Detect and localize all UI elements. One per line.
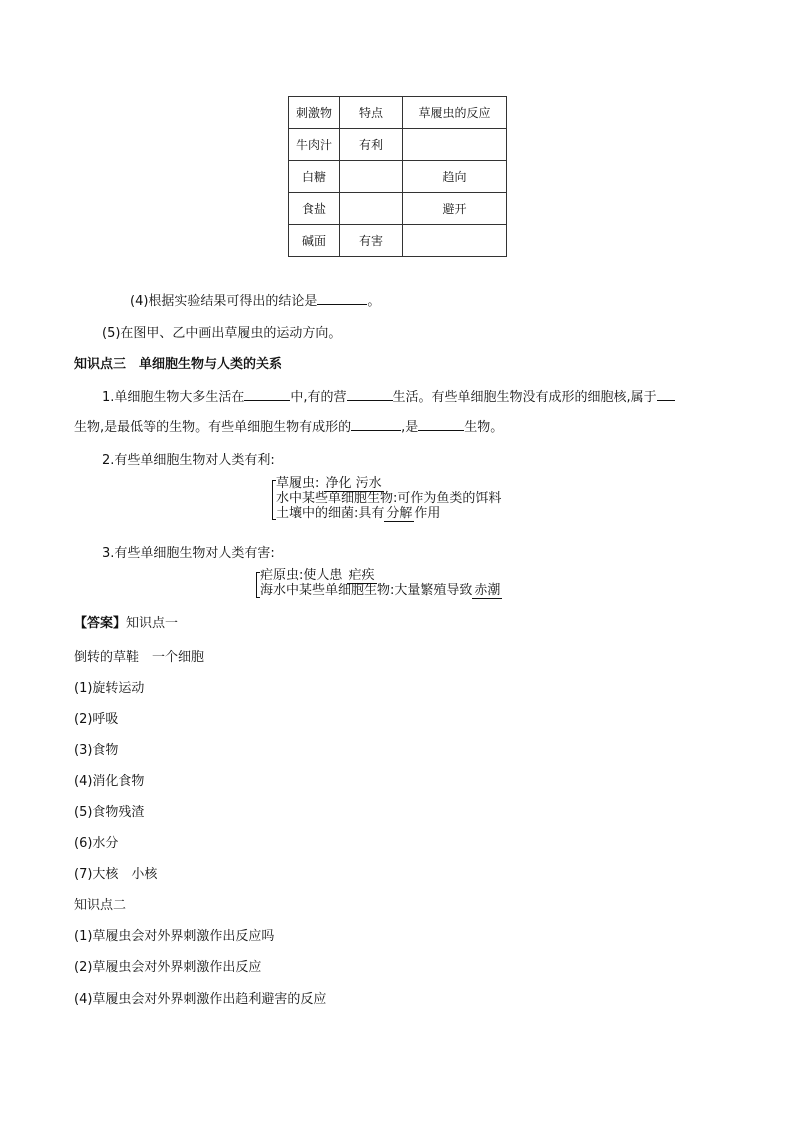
table-cell: 避开 — [403, 193, 507, 225]
text: 土壤中的细菌:具有 — [276, 506, 385, 521]
text: 1.单细胞生物大多生活在 — [102, 390, 245, 405]
answer-line: (4)草履虫会对外界刺激作出趋利避害的反应 — [74, 992, 327, 1007]
text: 生活。有些单细胞生物没有成形的细胞核,属于 — [392, 390, 657, 405]
filled-answer: 分解 — [386, 506, 413, 521]
answer-blank[interactable] — [351, 416, 401, 431]
text: 生物。 — [464, 420, 504, 435]
paragraph-2: 2.有些单细胞生物对人类有利: — [102, 453, 275, 468]
filled-answer: 赤潮 — [474, 583, 501, 598]
answer-line: (3)食物 — [74, 743, 119, 758]
answer-blank[interactable] — [347, 386, 393, 401]
answer-line: 倒转的草鞋 一个细胞 — [74, 650, 205, 665]
question-4-end: 。 — [367, 294, 381, 309]
answer-line: (1)旋转运动 — [74, 681, 145, 696]
answer-line: (1)草履虫会对外界刺激作出反应吗 — [74, 929, 275, 944]
answer-heading — [74, 612, 178, 631]
text: 作用 — [414, 506, 441, 521]
answer-line: (7)大核 小核 — [74, 867, 158, 882]
section-title: 知识点三 单细胞生物与人类的关系 — [74, 357, 283, 372]
list-item — [276, 506, 501, 521]
table-cell: 碱面 — [289, 225, 340, 257]
answer-label: 【答案】 — [74, 616, 127, 631]
list-item — [260, 583, 502, 598]
paragraph-3: 3.有些单细胞生物对人类有害: — [102, 546, 275, 561]
brace-icon — [272, 480, 273, 520]
question-4-text: (4)根据实验结果可得出的结论是 — [130, 294, 318, 309]
answer-blank[interactable] — [244, 386, 290, 401]
table-row — [289, 161, 507, 193]
list-item: 水中某些单细胞生物:可作为鱼类的饵料 — [276, 491, 502, 506]
filled-answer: 净化 污水 — [325, 476, 382, 491]
table-header: 草履虫的反应 — [403, 97, 507, 129]
table-cell: 白糖 — [289, 161, 340, 193]
table-cell — [340, 161, 403, 193]
list-item — [276, 476, 501, 491]
list-item — [260, 568, 502, 583]
paragraph-1-line-1 — [102, 386, 675, 405]
table-cell — [403, 129, 507, 161]
answer-line: (5)食物残渣 — [74, 805, 145, 820]
table-cell: 有害 — [340, 225, 403, 257]
answer-line: (2)呼吸 — [74, 712, 119, 727]
text: 疟原虫:使人患 — [260, 568, 343, 583]
text: 海水中某些单细胞生物:大量繁殖导致 — [260, 583, 473, 598]
answer-blank[interactable] — [317, 290, 367, 305]
table-cell: 食盐 — [289, 193, 340, 225]
knowledge-point-label: 知识点一 — [126, 616, 179, 631]
table-row — [289, 129, 507, 161]
stimulus-table — [288, 96, 507, 257]
question-4 — [130, 290, 380, 309]
text: 生物,是最低等的生物。有些单细胞生物有成形的 — [74, 420, 352, 435]
table-row — [289, 193, 507, 225]
table-header: 特点 — [340, 97, 403, 129]
table-header: 刺激物 — [289, 97, 340, 129]
brace-icon — [256, 572, 257, 598]
answer-line: (4)消化食物 — [74, 774, 145, 789]
table-cell: 牛肉汁 — [289, 129, 340, 161]
table-row — [289, 225, 507, 257]
answer-line: (6)水分 — [74, 836, 119, 851]
paragraph-1-line-2 — [74, 416, 503, 435]
filled-answer: 疟疾 — [348, 568, 375, 583]
answer-line: (2)草履虫会对外界刺激作出反应 — [74, 960, 262, 975]
text: 草履虫: — [276, 476, 320, 491]
answer-blank[interactable] — [657, 386, 675, 401]
table-cell — [403, 225, 507, 257]
knowledge-point-label: 知识点二 — [74, 898, 127, 913]
harmful-list — [260, 568, 502, 598]
text: ,是 — [401, 420, 419, 435]
table-header-row — [289, 97, 507, 129]
table-cell — [340, 193, 403, 225]
beneficial-list — [276, 476, 501, 521]
question-5: (5)在图甲、乙中画出草履虫的运动方向。 — [102, 326, 342, 341]
text: 中,有的营 — [290, 390, 347, 405]
table-cell: 有利 — [340, 129, 403, 161]
answer-blank[interactable] — [418, 416, 464, 431]
table-cell: 趋向 — [403, 161, 507, 193]
